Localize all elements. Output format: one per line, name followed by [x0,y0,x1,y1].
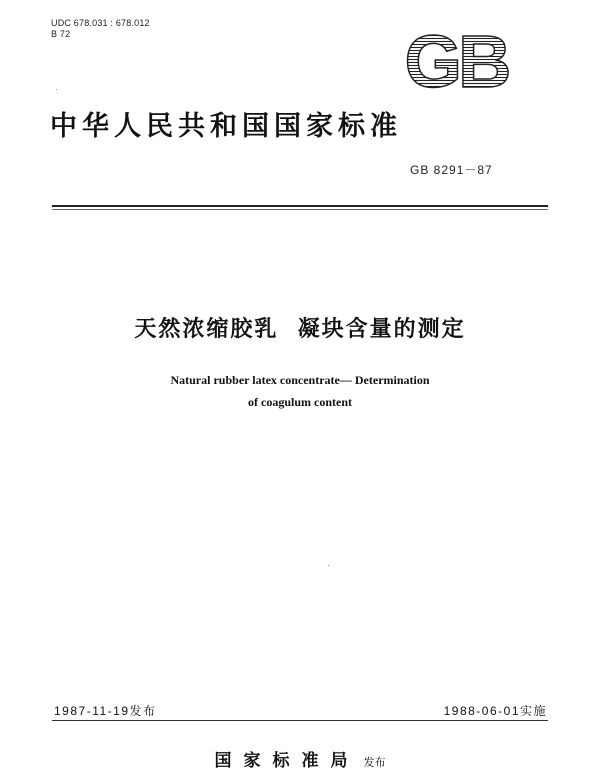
issuer-line [0,746,600,771]
footer-rule [52,720,548,721]
header-rule-thin [52,209,548,210]
issuer-name: 国家标准局 [214,751,360,771]
gb-logo [394,25,518,93]
title-english-line-2: of coagulum content [248,395,352,409]
org-title: 中华人民共和国国家标准 [50,111,402,142]
udc-code: UDC 678.031 : 678.012 [51,18,150,28]
classification-code: B 72 [51,29,71,39]
issue-date: 1987-11-19发布 [54,704,157,718]
standard-number: GB 8291－87 [410,163,493,177]
gb-logo-text: GB [404,25,508,93]
title-chinese: 天然浓缩胶乳 凝块含量的测定 [134,317,466,342]
scan-speck [328,565,329,566]
udc-block [51,18,150,40]
scan-speck [56,89,57,90]
effective-date: 1988-06-01实施 [443,704,547,718]
header-rule [52,205,548,207]
issuer-suffix: 发布 [363,756,386,769]
title-english [0,369,600,413]
title-english-line-1: Natural rubber latex concentrate— Determination [170,373,430,387]
